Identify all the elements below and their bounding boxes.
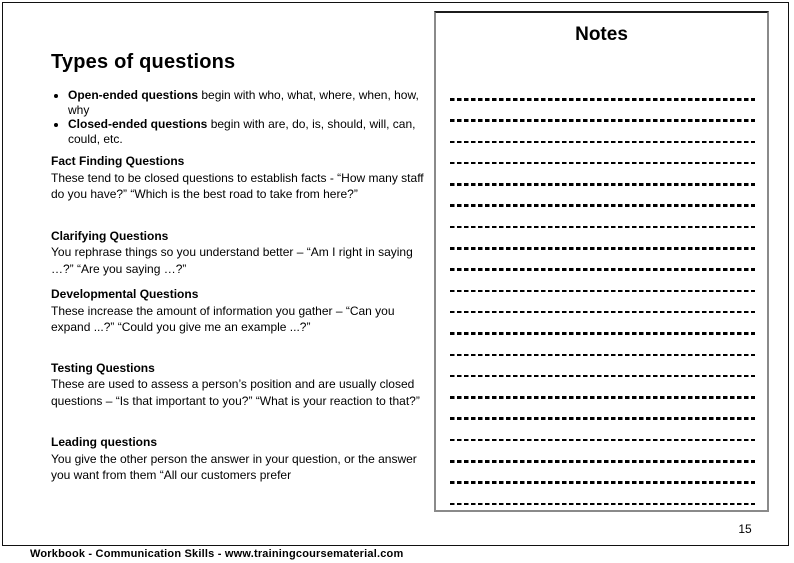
section-heading: Testing Questions <box>51 360 155 375</box>
section-body: You give the other person the answer in your question, or the answer you want from them “All our customers prefer <box>51 451 417 482</box>
footer-text: Workbook - Communication Skills - www.trainingcoursematerial.com <box>30 548 404 560</box>
content-column <box>51 49 431 484</box>
notes-line <box>450 503 755 506</box>
section-testing <box>51 360 431 410</box>
notes-line <box>450 141 755 144</box>
bullet-rest-text: begin with who, what, where, when, how, why <box>68 88 419 117</box>
notes-line <box>450 354 755 357</box>
notes-line <box>450 481 755 484</box>
notes-line <box>450 439 755 442</box>
notes-title: Notes <box>575 24 628 45</box>
section-leading <box>51 434 431 484</box>
section-heading: Clarifying Questions <box>51 228 169 243</box>
notes-line <box>450 417 755 420</box>
notes-line <box>450 119 755 122</box>
bullet-bold-lead: Closed-ended questions <box>68 117 208 131</box>
notes-line <box>450 460 755 463</box>
notes-line <box>450 98 755 101</box>
section-body: These increase the amount of information you gather – “Can you expand ...?” “Could you give me an example ...?” <box>51 303 395 334</box>
section-fact-finding <box>51 153 431 203</box>
notes-line <box>450 247 755 250</box>
notes-line <box>450 396 755 399</box>
bullet-rest-text: begin with are, do, is, should, will, can, could, etc. <box>68 117 416 146</box>
question-types-bullet-list <box>51 88 431 146</box>
notes-panel <box>434 11 769 512</box>
section-clarifying <box>51 228 431 278</box>
notes-line <box>450 226 755 229</box>
notes-line <box>450 375 755 378</box>
section-body: You rephrase things so you understand better – “Am I right in saying …?” “Are you saying …?” <box>51 245 413 276</box>
notes-line <box>450 311 755 314</box>
page-number: 15 <box>738 522 752 536</box>
notes-line <box>450 268 755 271</box>
notes-line <box>450 290 755 293</box>
page-border <box>2 2 789 546</box>
page-title: Types of questions <box>51 51 236 73</box>
list-item <box>68 117 431 146</box>
section-heading: Fact Finding Questions <box>51 154 185 168</box>
section-heading: Leading questions <box>51 435 158 449</box>
section-heading: Developmental Questions <box>51 287 199 301</box>
notes-lines <box>450 98 755 524</box>
notes-line <box>450 183 755 186</box>
notes-line <box>450 162 755 165</box>
section-developmental <box>51 286 431 336</box>
notes-line <box>450 332 755 335</box>
sections-container <box>51 153 431 484</box>
list-item <box>68 88 431 117</box>
notes-line <box>450 204 755 207</box>
bullet-bold-lead: Open-ended questions <box>68 88 199 102</box>
section-body: These tend to be closed questions to establish facts - “How many staff do you have?” “Which is the best road to take from here?” <box>51 170 424 201</box>
section-body: These are used to assess a person’s position and are usually closed questions – “Is that important to you?” “What is your reaction to that?” <box>51 377 420 408</box>
